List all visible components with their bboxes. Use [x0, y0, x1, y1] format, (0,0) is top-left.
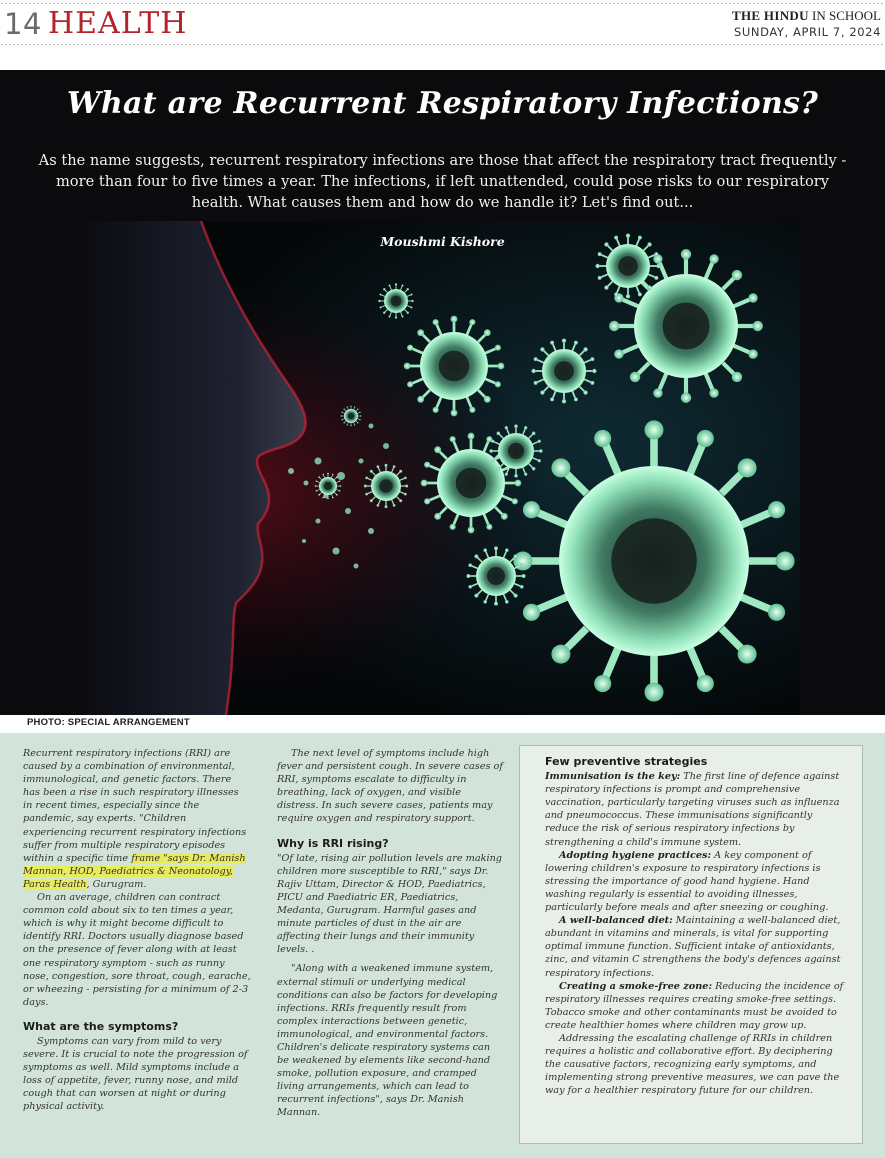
- box-content: [545, 755, 848, 1097]
- brand-suffix: IN SCHOOL: [808, 8, 881, 23]
- issue-date: SUNDAY, APRIL 7, 2024: [733, 25, 881, 39]
- article-column-1: [23, 747, 251, 1114]
- strategy-immunisation: [545, 770, 848, 849]
- preventive-strategies-box: [519, 745, 863, 1144]
- strategy-text: Reducing the incidence of respiratory illnesses requires creating smoke-free settings. Tobacco smoke and other contaminants must be avoided to create healthier homes where children may grow up.: [545, 980, 844, 1031]
- strategy-label: Immunisation is the key:: [545, 771, 681, 783]
- bottom-dotted-rule: [0, 43, 885, 46]
- paragraph: [23, 747, 251, 891]
- section-title: HEALTH: [48, 6, 188, 41]
- masthead: [0, 0, 885, 46]
- paragraph: On an average, children can contract common cold about six to ten times a year, which is why it might become difficult to identify RRI. Doctors usually diagnose based on the presence of fever along with at least one respiratory symptom - such as runny nose, congestion, sore throat, cough, earache, or wheezing - persisting for a minimum of 2-3 days.: [23, 892, 251, 1008]
- strategy-label: Creating a smoke-free zone:: [559, 980, 713, 992]
- strategy-text: The first line of defence against respiratory infections is prompt and comprehensive vaccination, particularly targeting viruses such as influenza and pneumococcus. These immunisations significantly reduce the risk of serious respiratory infections by strengthening a child's immune system.: [545, 771, 840, 848]
- brand-name: THE HINDU: [732, 8, 809, 23]
- paragraph: Symptoms can vary from mild to very severe. It is crucial to note the progression of symptoms as well. Mild symptoms include a loss of appetite, fever, runny nose, and mild cough that can worsen at night or during physical activity.: [23, 1035, 248, 1113]
- photo-credit: PHOTO: SPECIAL ARRANGEMENT: [27, 717, 190, 728]
- article-column-2: [277, 747, 503, 1120]
- strategy-text: Maintaining a well-balanced diet, abundant in vitamins and minerals, is vital for supporting optimal immune function. Sufficient intake of antioxidants, zinc, and vitamin C strengthens the body's defences against respiratory infections.: [545, 915, 841, 979]
- article-headline: What are Recurrent Respiratory Infections?: [66, 86, 819, 121]
- article-standfirst: As the name suggests, recurrent respiratory infections are those that affect the respiratory tract frequently - more than four to five times a year. The infections, if left unattended, could pose risks to our respiratory health. What causes them and how do we handle it? Let's find out...: [38, 152, 847, 211]
- top-dotted-rule: [0, 2, 885, 5]
- paragraph: The next level of symptoms include high fever and persistent cough. In severe cases of RRI, symptoms escalate to difficulty in breathing, lack of oxygen, and visible distress. In such severe cases, patients may require oxygen and respiratory support.: [277, 748, 503, 825]
- box-heading: Few preventive strategies: [545, 755, 708, 768]
- photo-credit-band: [0, 715, 885, 733]
- highlighted-quote: frame "says Dr. Manish Mannan, HOD, Paediatrics & Neonatology, Paras Health: [23, 852, 246, 890]
- paragraph: "Of late, rising air pollution levels are making children more susceptible to RRI," says Dr. Rajiv Uttam, Director & HOD, Paediatrics, PICU and Paediatric ER, Paediatrics, Medanta, Gurugram. Harmful gases and minute particles of dust in the air are affecting their lungs and their immunity levels. .: [277, 852, 503, 956]
- author-byline: Moushmi Kishore: [380, 234, 505, 249]
- closing-paragraph: Addressing the escalating challenge of RRIs in children requires a holistic and collaborative effort. By deciphering the causative factors, recognizing early symptoms, and implementing strong preventive measures, we can pave the way for a healthier respiratory future for our children.: [545, 1032, 840, 1097]
- article-body: [0, 733, 885, 1158]
- paragraph: "Along with a weakened immune system, external stimuli or underlying medical conditions can also be factors for developing infections. RRIs frequently result from complex interactions between genetic, immunological, and environmental factors. Children's delicate respiratory systems can be weakened by elements like second-hand smoke, pollution exposure, and cramped living arrangements, which can lead to recurrent infections", says Dr. Manish Mannan.: [277, 963, 498, 1119]
- page-number: 14: [4, 7, 42, 41]
- strategy-hygiene: [545, 849, 848, 914]
- strategy-smoke-free: [545, 980, 848, 1032]
- paragraph-text: , Gurugram.: [86, 878, 147, 890]
- strategy-label: A well-balanced diet:: [559, 915, 673, 927]
- hero-banner: [0, 70, 885, 715]
- strategy-label: Adopting hygiene practices:: [559, 849, 712, 861]
- strategy-text: A key component of lowering children's exposure to respiratory infections is stressing the importance of good hand hygiene. Hand washing regularly is essential to avoiding illnesses, particularly before meals and after sneezing or coughing.: [545, 849, 829, 914]
- paragraph-text: Recurrent respiratory infections (RRI) are caused by a combination of environmental, immunological, and genetic factors. There has been a rise in such respiratory illnesses in recent times, especially since the pandemic, say experts. "Children experiencing recurrent respiratory infections suffer from multiple respiratory episodes within a specific time: [23, 748, 247, 864]
- subheading-rri-rising: Why is RRI rising?: [277, 836, 389, 850]
- virus-illustration: [86, 221, 800, 715]
- publication-brand: [732, 8, 881, 39]
- strategy-diet: [545, 914, 848, 979]
- subheading-symptoms: What are the symptoms?: [23, 1019, 179, 1033]
